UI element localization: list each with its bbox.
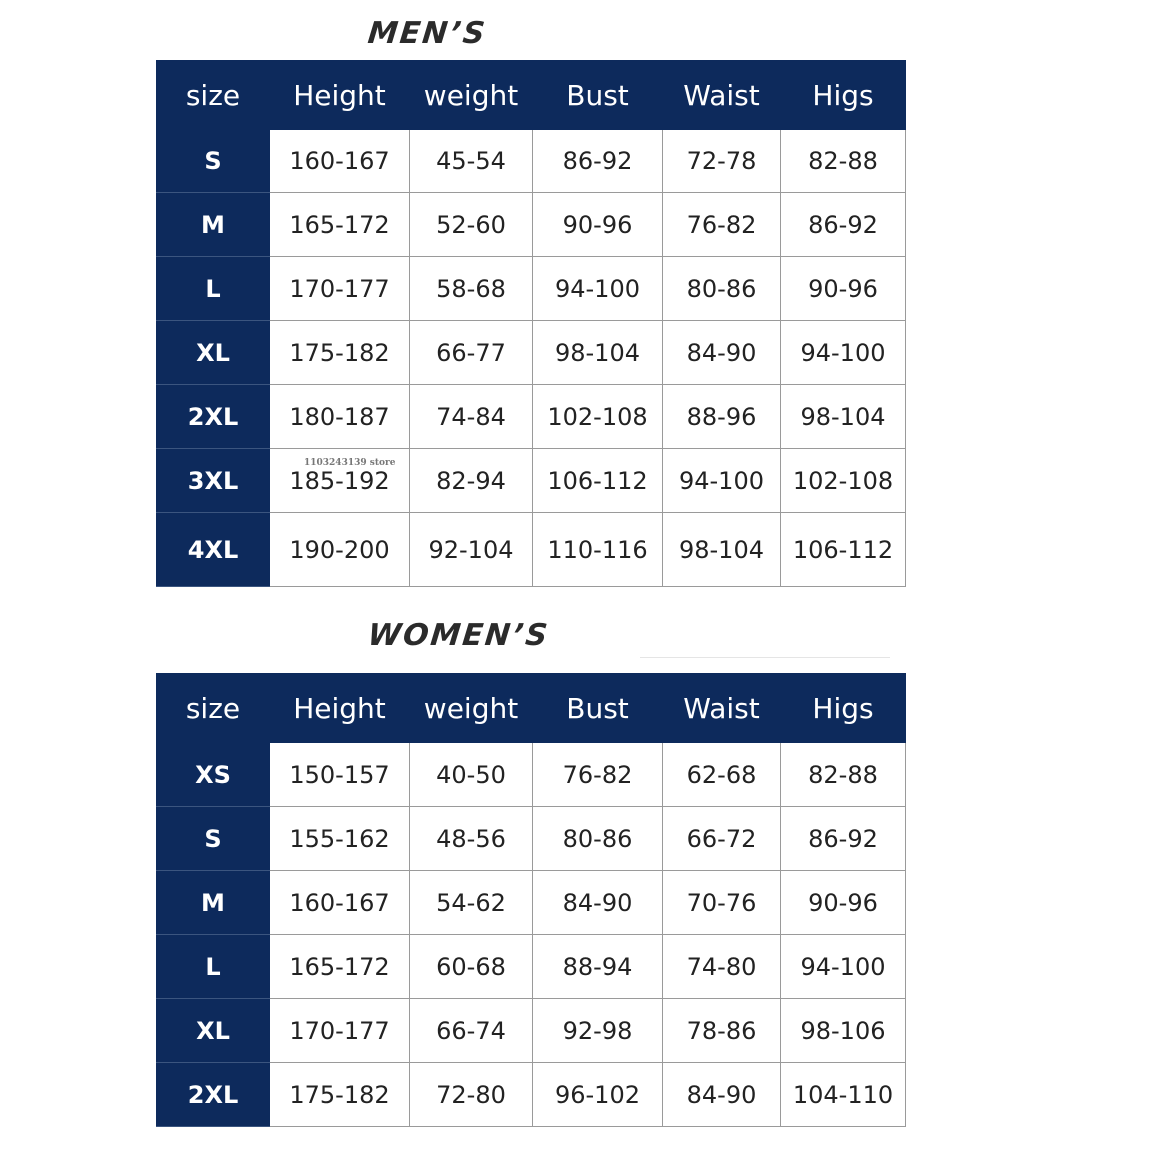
height-cell: 155-162 <box>270 807 410 871</box>
height-cell: 165-172 <box>270 193 410 257</box>
womens-size-table <box>156 673 906 1127</box>
weight-cell: 66-74 <box>410 999 533 1063</box>
height-cell: 170-177 <box>270 257 410 321</box>
table-row <box>157 449 906 513</box>
column-header-bust: Bust <box>533 61 663 130</box>
store-watermark: 1103243139 store <box>304 458 396 468</box>
higs-cell: 90-96 <box>781 257 906 321</box>
weight-cell: 45-54 <box>410 130 533 193</box>
column-header-higs: Higs <box>781 61 906 130</box>
weight-cell: 72-80 <box>410 1063 533 1127</box>
bust-cell: 88-94 <box>533 935 663 999</box>
column-header-bust: Bust <box>533 674 663 743</box>
mens-size-table <box>156 60 906 587</box>
weight-cell: 60-68 <box>410 935 533 999</box>
table-row <box>157 1063 906 1127</box>
table-row <box>157 257 906 321</box>
bust-cell: 102-108 <box>533 385 663 449</box>
bust-cell: 84-90 <box>533 871 663 935</box>
waist-cell: 70-76 <box>663 871 781 935</box>
size-label-cell: S <box>157 130 270 193</box>
column-header-weight: weight <box>410 61 533 130</box>
weight-cell: 54-62 <box>410 871 533 935</box>
size-label-cell: L <box>157 257 270 321</box>
weight-cell: 92-104 <box>410 513 533 587</box>
bust-cell: 110-116 <box>533 513 663 587</box>
waist-cell: 84-90 <box>663 1063 781 1127</box>
height-cell: 180-187 <box>270 385 410 449</box>
waist-cell: 98-104 <box>663 513 781 587</box>
size-label-cell: L <box>157 935 270 999</box>
higs-cell: 98-104 <box>781 385 906 449</box>
waist-cell: 84-90 <box>663 321 781 385</box>
weight-cell: 48-56 <box>410 807 533 871</box>
weight-cell: 74-84 <box>410 385 533 449</box>
waist-cell: 66-72 <box>663 807 781 871</box>
higs-cell: 86-92 <box>781 807 906 871</box>
higs-cell: 102-108 <box>781 449 906 513</box>
size-label-cell: S <box>157 807 270 871</box>
column-header-height: Height <box>270 61 410 130</box>
womens-section-title: WOMEN’S <box>366 618 551 653</box>
bust-cell: 98-104 <box>533 321 663 385</box>
waist-cell: 78-86 <box>663 999 781 1063</box>
higs-cell: 106-112 <box>781 513 906 587</box>
table-row <box>157 935 906 999</box>
table-row <box>157 193 906 257</box>
column-header-size: size <box>157 674 270 743</box>
bust-cell: 80-86 <box>533 807 663 871</box>
size-label-cell: M <box>157 871 270 935</box>
table-row <box>157 321 906 385</box>
table-header-row <box>157 674 906 743</box>
waist-cell: 76-82 <box>663 193 781 257</box>
waist-cell: 62-68 <box>663 743 781 807</box>
table-row <box>157 807 906 871</box>
column-header-higs: Higs <box>781 674 906 743</box>
bust-cell: 96-102 <box>533 1063 663 1127</box>
column-header-height: Height <box>270 674 410 743</box>
waist-cell: 80-86 <box>663 257 781 321</box>
height-cell: 165-172 <box>270 935 410 999</box>
table-row <box>157 130 906 193</box>
title-divider <box>640 657 890 658</box>
waist-cell: 88-96 <box>663 385 781 449</box>
weight-cell: 66-77 <box>410 321 533 385</box>
height-cell: 190-200 <box>270 513 410 587</box>
size-label-cell: 2XL <box>157 385 270 449</box>
bust-cell: 94-100 <box>533 257 663 321</box>
higs-cell: 82-88 <box>781 130 906 193</box>
table-header-row <box>157 61 906 130</box>
higs-cell: 90-96 <box>781 871 906 935</box>
table-row <box>157 743 906 807</box>
height-cell: 185-192 <box>270 449 410 513</box>
height-cell: 160-167 <box>270 871 410 935</box>
waist-cell: 72-78 <box>663 130 781 193</box>
size-label-cell: M <box>157 193 270 257</box>
column-header-waist: Waist <box>663 674 781 743</box>
table-row <box>157 999 906 1063</box>
height-cell: 150-157 <box>270 743 410 807</box>
bust-cell: 86-92 <box>533 130 663 193</box>
weight-cell: 82-94 <box>410 449 533 513</box>
bust-cell: 92-98 <box>533 999 663 1063</box>
higs-cell: 86-92 <box>781 193 906 257</box>
column-header-waist: Waist <box>663 61 781 130</box>
higs-cell: 98-106 <box>781 999 906 1063</box>
higs-cell: 94-100 <box>781 321 906 385</box>
waist-cell: 94-100 <box>663 449 781 513</box>
size-label-cell: XL <box>157 321 270 385</box>
bust-cell: 76-82 <box>533 743 663 807</box>
table-row <box>157 385 906 449</box>
size-label-cell: 2XL <box>157 1063 270 1127</box>
height-cell: 175-182 <box>270 321 410 385</box>
size-label-cell: 3XL <box>157 449 270 513</box>
table-row <box>157 513 906 587</box>
height-cell: 160-167 <box>270 130 410 193</box>
mens-section-title: MEN’S <box>366 16 489 51</box>
weight-cell: 58-68 <box>410 257 533 321</box>
bust-cell: 106-112 <box>533 449 663 513</box>
higs-cell: 82-88 <box>781 743 906 807</box>
weight-cell: 52-60 <box>410 193 533 257</box>
size-label-cell: XS <box>157 743 270 807</box>
column-header-size: size <box>157 61 270 130</box>
height-cell: 170-177 <box>270 999 410 1063</box>
size-label-cell: XL <box>157 999 270 1063</box>
waist-cell: 74-80 <box>663 935 781 999</box>
bust-cell: 90-96 <box>533 193 663 257</box>
size-label-cell: 4XL <box>157 513 270 587</box>
higs-cell: 104-110 <box>781 1063 906 1127</box>
column-header-weight: weight <box>410 674 533 743</box>
height-cell: 175-182 <box>270 1063 410 1127</box>
table-row <box>157 871 906 935</box>
weight-cell: 40-50 <box>410 743 533 807</box>
higs-cell: 94-100 <box>781 935 906 999</box>
